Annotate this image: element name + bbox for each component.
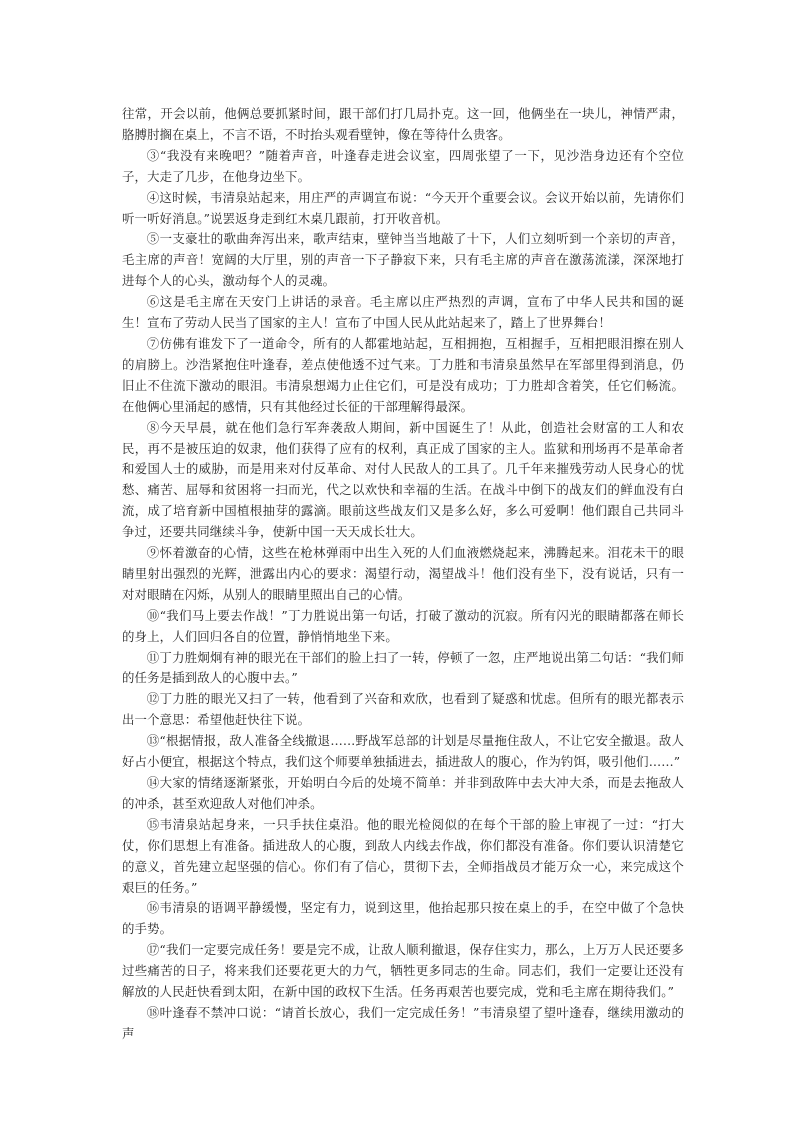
paragraph-7: ⑦仿佛有谁发下了一道命令，所有的人都霍地站起，互相拥抱，互相握手，互相把眼泪擦在别人的肩膀上。沙浩紧抱住叶逢春，差点使他透不过气来。丁力胜和韦清泉虽然早在军部里得到消息，仍旧止不住流下激动的眼泪。韦清泉想竭力止住它们，可是没有成功；丁力胜却含着笑，任它们畅流。在他俩心里涌起的感情，只有其他经过长征的干部理解得最深。 (122, 335, 684, 414)
paragraph-9: ⑨怀着激奋的心情，这些在枪林弹雨中出生入死的人们血液燃烧起来，沸腾起来。泪花未干的眼睛里射出强烈的光辉，泄露出内心的要求：渴望行动，渴望战斗！他们没有坐下，没有说话，只有一对对眼睛在闪烁，从别人的眼睛里照出自己的心情。 (122, 545, 684, 602)
paragraph-continued: 往常，开会以前，他俩总要抓紧时间，跟干部们打几局扑克。这一回，他俩坐在一块儿，神情严肃，胳膊肘搁在桌上，不言不语，不时抬头观看壁钟，像在等待什么贵客。 (122, 106, 684, 142)
paragraph-12: ⑫丁力胜的眼光又扫了一转，他看到了兴奋和欢欣，也看到了疑惑和忧虑。但所有的眼光都表示出一个意思：希望他赶快往下说。 (122, 691, 684, 728)
paragraph-6: ⑥这是毛主席在天安门上讲话的录音。毛主席以庄严热烈的声调，宣布了中华人民共和国的诞生！宣布了劳动人民当了国家的主人！宣布了中国人民从此站起来了，踏上了世界舞台！ (122, 294, 684, 331)
paragraph-4: ④这时候，韦清泉站起来，用庄严的声调宣布说：“今天开个重要会议。会议开始以前，先请你们听一听好消息。”说罢返身走到红木桌几跟前，打开收音机。 (122, 189, 684, 226)
paragraph-17: ⑰“我们一定要完成任务！要是完不成，让敌人顺利撤退，保存住实力，那么，上万万人民还要多过些痛苦的日子，将来我们还要花更大的力气，牺牲更多同志的生命。同志们，我们一定要让还没有解放的人民赶快看到太阳，在新中国的政权下生活。任务再艰苦也要完成，党和毛主席在期待我们。” (122, 942, 684, 1000)
article-body (122, 104, 684, 1045)
paragraph-15: ⑮韦清泉站起身来，一只手扶住桌沿。他的眼光检阅似的在每个干部的脸上审视了一过：“打大仗，你们思想上有准备。插进敌人的心腹，到敌人内线去作战，你们都没有准备。你们要认识清楚它的意义，首先建立起坚强的信心。你们有了信心，贯彻下去，全师指战员才能万众一心，来完成这个艰巨的任务。” (122, 816, 684, 895)
paragraph-14: ⑭大家的情绪逐渐紧张，开始明白今后的处境不简单：并非到敌阵中去大冲大杀，而是去拖敌人的冲杀，甚至欢迎敌人对他们冲杀。 (122, 775, 684, 811)
paragraph-11: ⑪丁力胜炯炯有神的眼光在干部们的脸上扫了一转，停顿了一忽，庄严地说出第二句话：“我们师的任务是插到敌人的心腹中去。” (122, 649, 684, 686)
paragraph-8: ⑧今天早晨，就在他们急行军奔袭敌人期间，新中国诞生了！从此，创造社会财富的工人和农民，再不是被压迫的奴隶，他们获得了应有的权利，真正成了国家的主人。监狱和刑场再不是革命者和爱国人士的威胁，而是用来对付反革命、对付人民敌人的工具了。几千年来摧残劳动人民身心的忧愁、痛苦、屈辱和贫困将一扫而光，代之以欢快和幸福的生活。在战斗中倒下的战友们的鲜血没有白流，成了培育新中国植根抽芽的露滴。眼前这些战友们又是多么好，多么可爱啊！他们跟自己共同斗争过，还要共同继续斗争，使新中国一天天成长壮大。 (122, 419, 684, 540)
paragraph-16: ⑯韦清泉的语调平静缓慢，坚定有力，说到这里，他抬起那只按在桌上的手，在空中做了个急快的手势。 (122, 900, 684, 937)
paragraph-10: ⑩“我们马上要去作战！”丁力胜说出第一句话，打破了激动的沉寂。所有闪光的眼睛都落在师长的身上，人们回归各自的位置，静悄悄地坐下来。 (122, 607, 684, 644)
paragraph-5: ⑤一支豪壮的歌曲奔泻出来，歌声结束，壁钟当当地敲了十下，人们立刻听到一个亲切的声音，毛主席的声音！宽阔的大厅里，别的声音一下子静寂下来，只有毛主席的声音在激荡流漾，深深地打进每个人的心头，激动每个人的灵魂。 (122, 231, 684, 289)
paragraph-18: ⑱叶逢春不禁冲口说：“请首长放心，我们一定完成任务！”韦清泉望了望叶逢春，继续用激动的声 (122, 1004, 684, 1041)
paragraph-3: ③“我没有来晚吧？”随着声音，叶逢春走进会议室，四周张望了一下，见沙浩身边还有个空位子，大走了几步，在他身边坐下。 (122, 147, 684, 184)
paragraph-13: ⑬“根据情报，敌人准备全线撤退……野战军总部的计划是尽量拖住敌人，不让它安全撤退。敌人好占小便宜，根据这个特点，我们这个师要单独插进去，插进敌人的腹心，作为钓饵，吸引他们……” (122, 733, 684, 770)
